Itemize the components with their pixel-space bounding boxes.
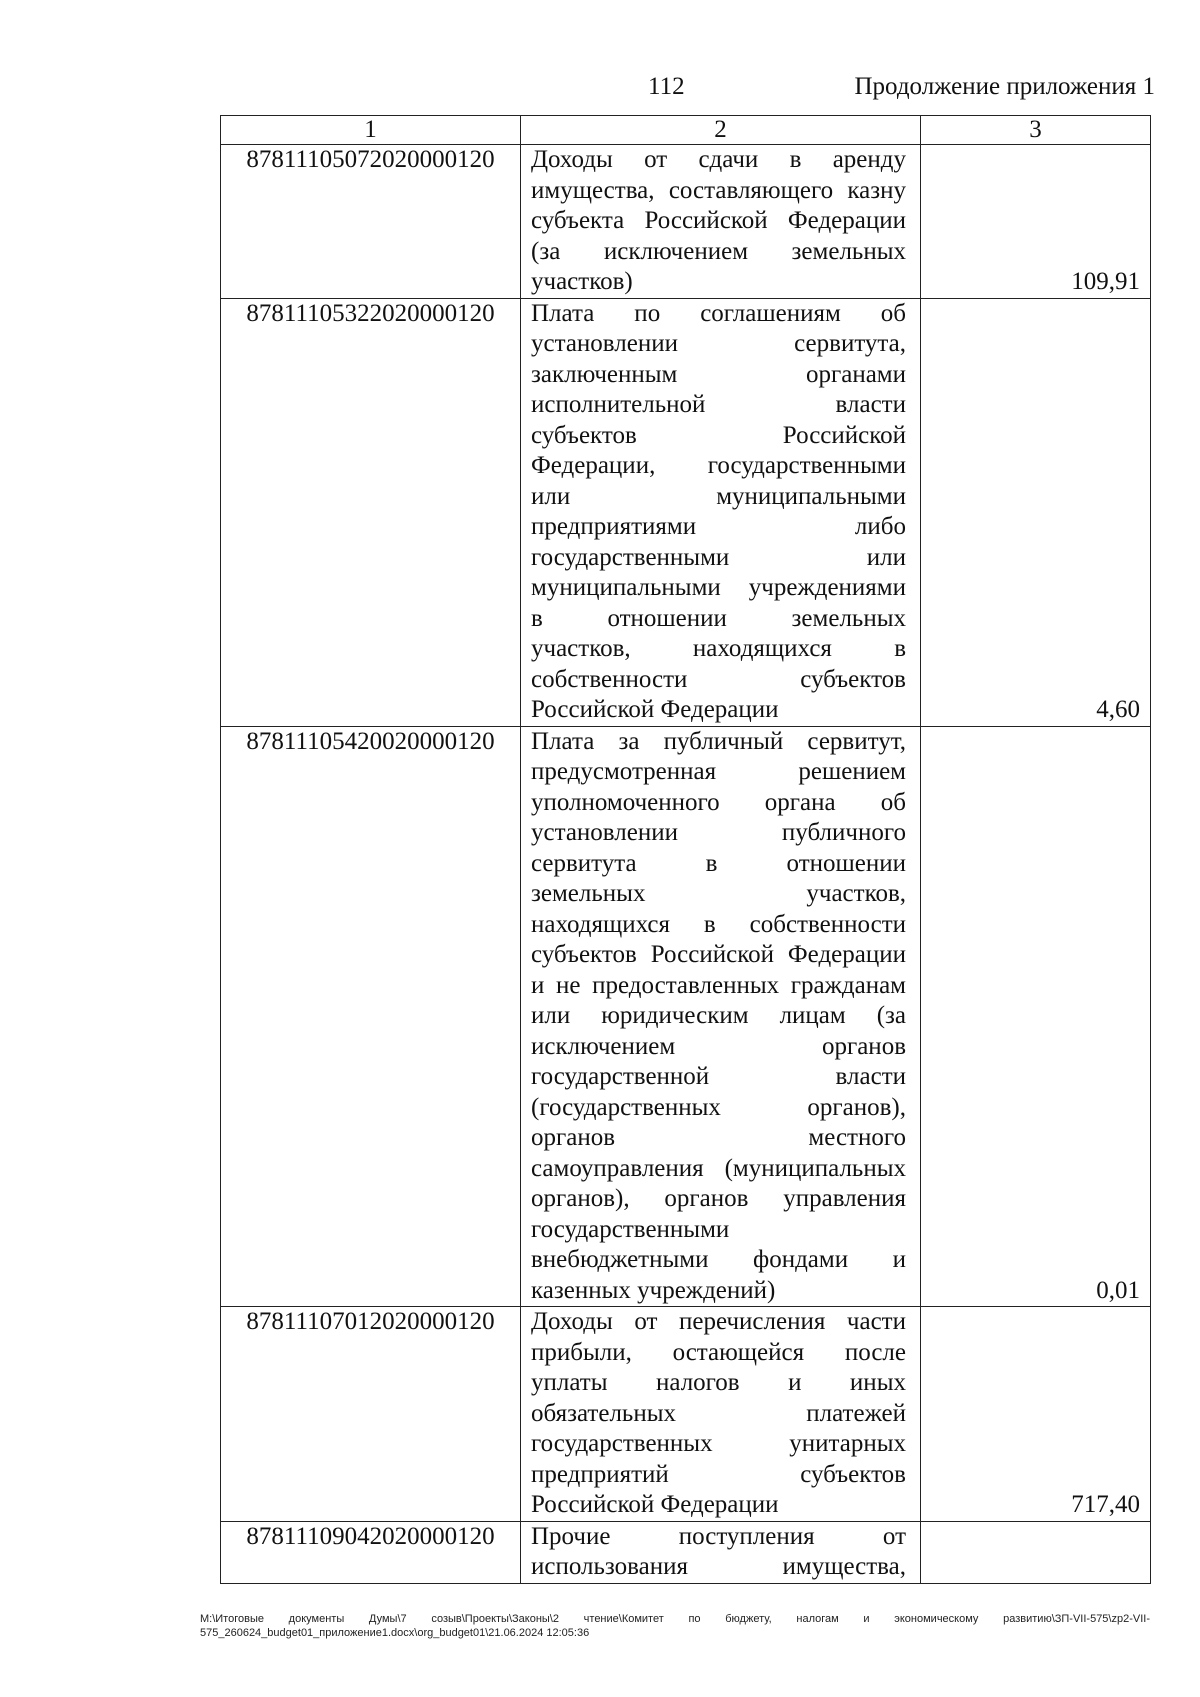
description-line: государственных унитарных	[531, 1430, 906, 1457]
description-line: Доходы от сдачи в аренду	[531, 146, 906, 173]
description-line: прибыли, остающейся после	[531, 1338, 906, 1366]
description-line: земельных участков,	[531, 880, 906, 907]
description-line: государственными	[531, 1215, 730, 1243]
description-line: или юридическим лицам (за	[531, 1002, 906, 1029]
description-line: участков)	[531, 268, 633, 295]
table-row	[221, 298, 1151, 726]
description-line: муниципальными учреждениями	[531, 574, 906, 601]
description-line: исполнительной власти	[531, 391, 906, 418]
revenue-code: 87811107012020000120	[221, 1307, 521, 1522]
description-line: (государственных органов),	[531, 1093, 906, 1121]
revenue-description	[521, 1307, 921, 1522]
description-line: собственности субъектов	[531, 665, 906, 693]
table-row	[221, 1521, 1151, 1583]
description-line: обязательных платежей	[531, 1399, 906, 1427]
description-line: исключением органов	[531, 1032, 906, 1060]
revenue-code: 87811105072020000120	[221, 145, 521, 299]
description-line: предусмотренная решением	[531, 758, 906, 785]
description-line: и не предоставленных гражданам	[531, 971, 906, 999]
column-header-2: 2	[521, 116, 921, 145]
description-line: органов), органов управления	[531, 1185, 906, 1212]
description-line: предприятиями либо	[531, 513, 906, 540]
column-header-3: 3	[921, 116, 1151, 145]
description-line: субъектов Российской	[531, 421, 906, 449]
description-line: (за исключением земельных	[531, 237, 906, 265]
description-line: заключенным органами	[531, 360, 906, 388]
revenue-description	[521, 298, 921, 726]
table-row	[221, 145, 1151, 299]
revenue-amount: 717,40	[921, 1307, 1151, 1522]
description-line: имущества, составляющего казну	[531, 176, 906, 204]
continuation-label: Продолжение приложения 1	[854, 73, 1155, 100]
table-header-row	[221, 116, 1151, 145]
description-line: Прочие поступления от	[531, 1522, 906, 1550]
description-line: находящихся в собственности	[531, 910, 906, 938]
revenue-description	[521, 145, 921, 299]
description-line: субъектов Российской Федерации	[531, 941, 906, 968]
description-line: участков, находящихся в	[531, 635, 906, 662]
file-path-footer	[200, 1612, 1150, 1640]
description-line: органов местного	[531, 1124, 906, 1151]
revenue-description	[521, 726, 921, 1307]
description-line: Плата по соглашениям об	[531, 299, 906, 327]
description-line: Федерации, государственными	[531, 452, 906, 479]
description-line: или муниципальными	[531, 482, 906, 510]
description-line: использования имущества,	[531, 1553, 906, 1580]
footer-path-line-1: M:\Итоговые документы Думы\7 созыв\Проекты\Законы\2 чтение\Комитет по бюджету, налогам и экономическому развитию\ЗП-VII-575\zp2-VII-	[200, 1613, 1150, 1625]
description-line: установлении публичного	[531, 819, 906, 846]
description-line: установлении сервитута,	[531, 330, 906, 357]
description-line: государственными или	[531, 543, 906, 571]
description-line: казенных учреждений)	[531, 1276, 776, 1304]
description-line: субъекта Российской Федерации	[531, 207, 906, 234]
description-line: внебюджетными фондами и	[531, 1246, 906, 1273]
description-line: самоуправления (муниципальных	[531, 1154, 906, 1182]
revenue-amount	[921, 1521, 1151, 1583]
revenue-amount: 4,60	[921, 298, 1151, 726]
description-line: в отношении земельных	[531, 604, 906, 632]
table-row	[221, 1307, 1151, 1522]
description-line: уплаты налогов и иных	[531, 1369, 906, 1396]
description-line: Российской Федерации	[531, 1491, 779, 1518]
footer-path-line-2: 575_260624_budget01_приложение1.docx\org_budget01\21.06.2024 12:05:36	[200, 1627, 590, 1639]
description-line: государственной власти	[531, 1063, 906, 1090]
revenue-code: 87811109042020000120	[221, 1521, 521, 1583]
table-row	[221, 726, 1151, 1307]
page-number: 112	[648, 73, 685, 100]
description-line: Российской Федерации	[531, 696, 779, 723]
revenue-description	[521, 1521, 921, 1583]
description-line: уполномоченного органа об	[531, 788, 906, 816]
revenue-amount: 0,01	[921, 726, 1151, 1307]
revenue-amount: 109,91	[921, 145, 1151, 299]
description-line: Плата за публичный сервитут,	[531, 727, 906, 755]
description-line: сервитута в отношении	[531, 849, 906, 877]
description-line: Доходы от перечисления части	[531, 1308, 906, 1335]
revenue-code: 87811105322020000120	[221, 298, 521, 726]
description-line: предприятий субъектов	[531, 1460, 906, 1488]
revenue-code: 87811105420020000120	[221, 726, 521, 1307]
budget-table	[220, 115, 1151, 1584]
column-header-1: 1	[221, 116, 521, 145]
